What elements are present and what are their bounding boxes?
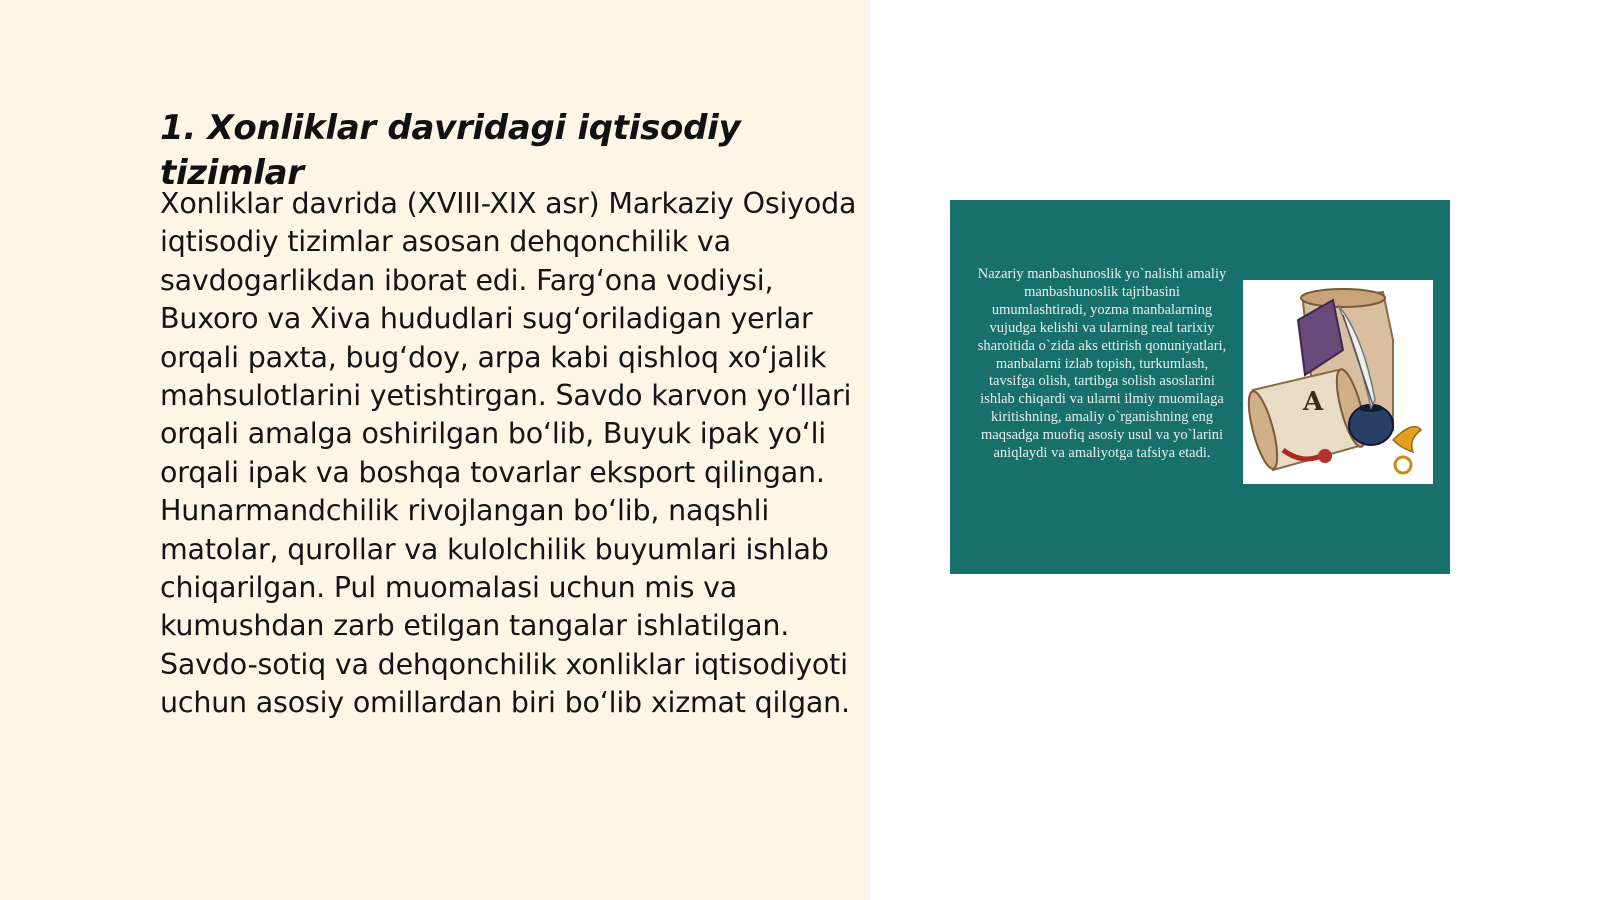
slide-body-text: Xonliklar davrida (XVIII-XIX asr) Markaziy Osiyoda iqtisodiy tizimlar asosan dehqonchilik va savdogarlikdan iborat edi. Farg‘ona vodiysi, Buxoro va Xiva hududlari sug‘oriladigan yerlar orqali paxta, bug‘doy, arpa kabi qishloq xo‘jalik mahsulotlarini yetishtirgan. Savdo karvon yo‘llari orqali amalga oshirilgan bo‘lib, Buyuk ipak yo‘li orqali ipak va boshqa tovarlar eksport qilingan. Hunarmandchilik rivojlangan bo‘lib, naqshli matolar, qurollar va kulolchilik buyumlari ishlab chiqarilgan. Pul muomalasi uchun mis va kumushdan zarb etilgan tangalar ishlatilgan. Savdo-sotiq va dehqonchilik xonliklar iqtisodiyoti uchun asosiy omillardan biri bo‘lib xizmat qilgan. [160, 187, 857, 720]
slide-title: 1. Xonliklar davridagi iqtisodiy tizimlar [160, 108, 741, 193]
slide-image [950, 200, 1450, 574]
illustration-letter: A [1303, 387, 1324, 417]
scroll-quill-ink-icon [1243, 280, 1433, 484]
image-caption-text: Nazariy manbashunoslik yo`nalishi amaliy manbashunoslik tajribasini umumlashtiradi, yozma manbalarning vujudga kelishi va ularning real tarixiy sharoitida o`zida aks ettirish qonuniyatlari, manbalarni izlab topish, turkumlash, tavsifga olish, tartibga solish asoslarini ishlab chiqardi va ularni ilmiy muomilaga kiritishning, amaliy o`rganishning eng maqsadga muofiq asosiy usul va yo`larini aniqlaydi va amaliyotga tafsiya etadi. [977, 266, 1227, 462]
